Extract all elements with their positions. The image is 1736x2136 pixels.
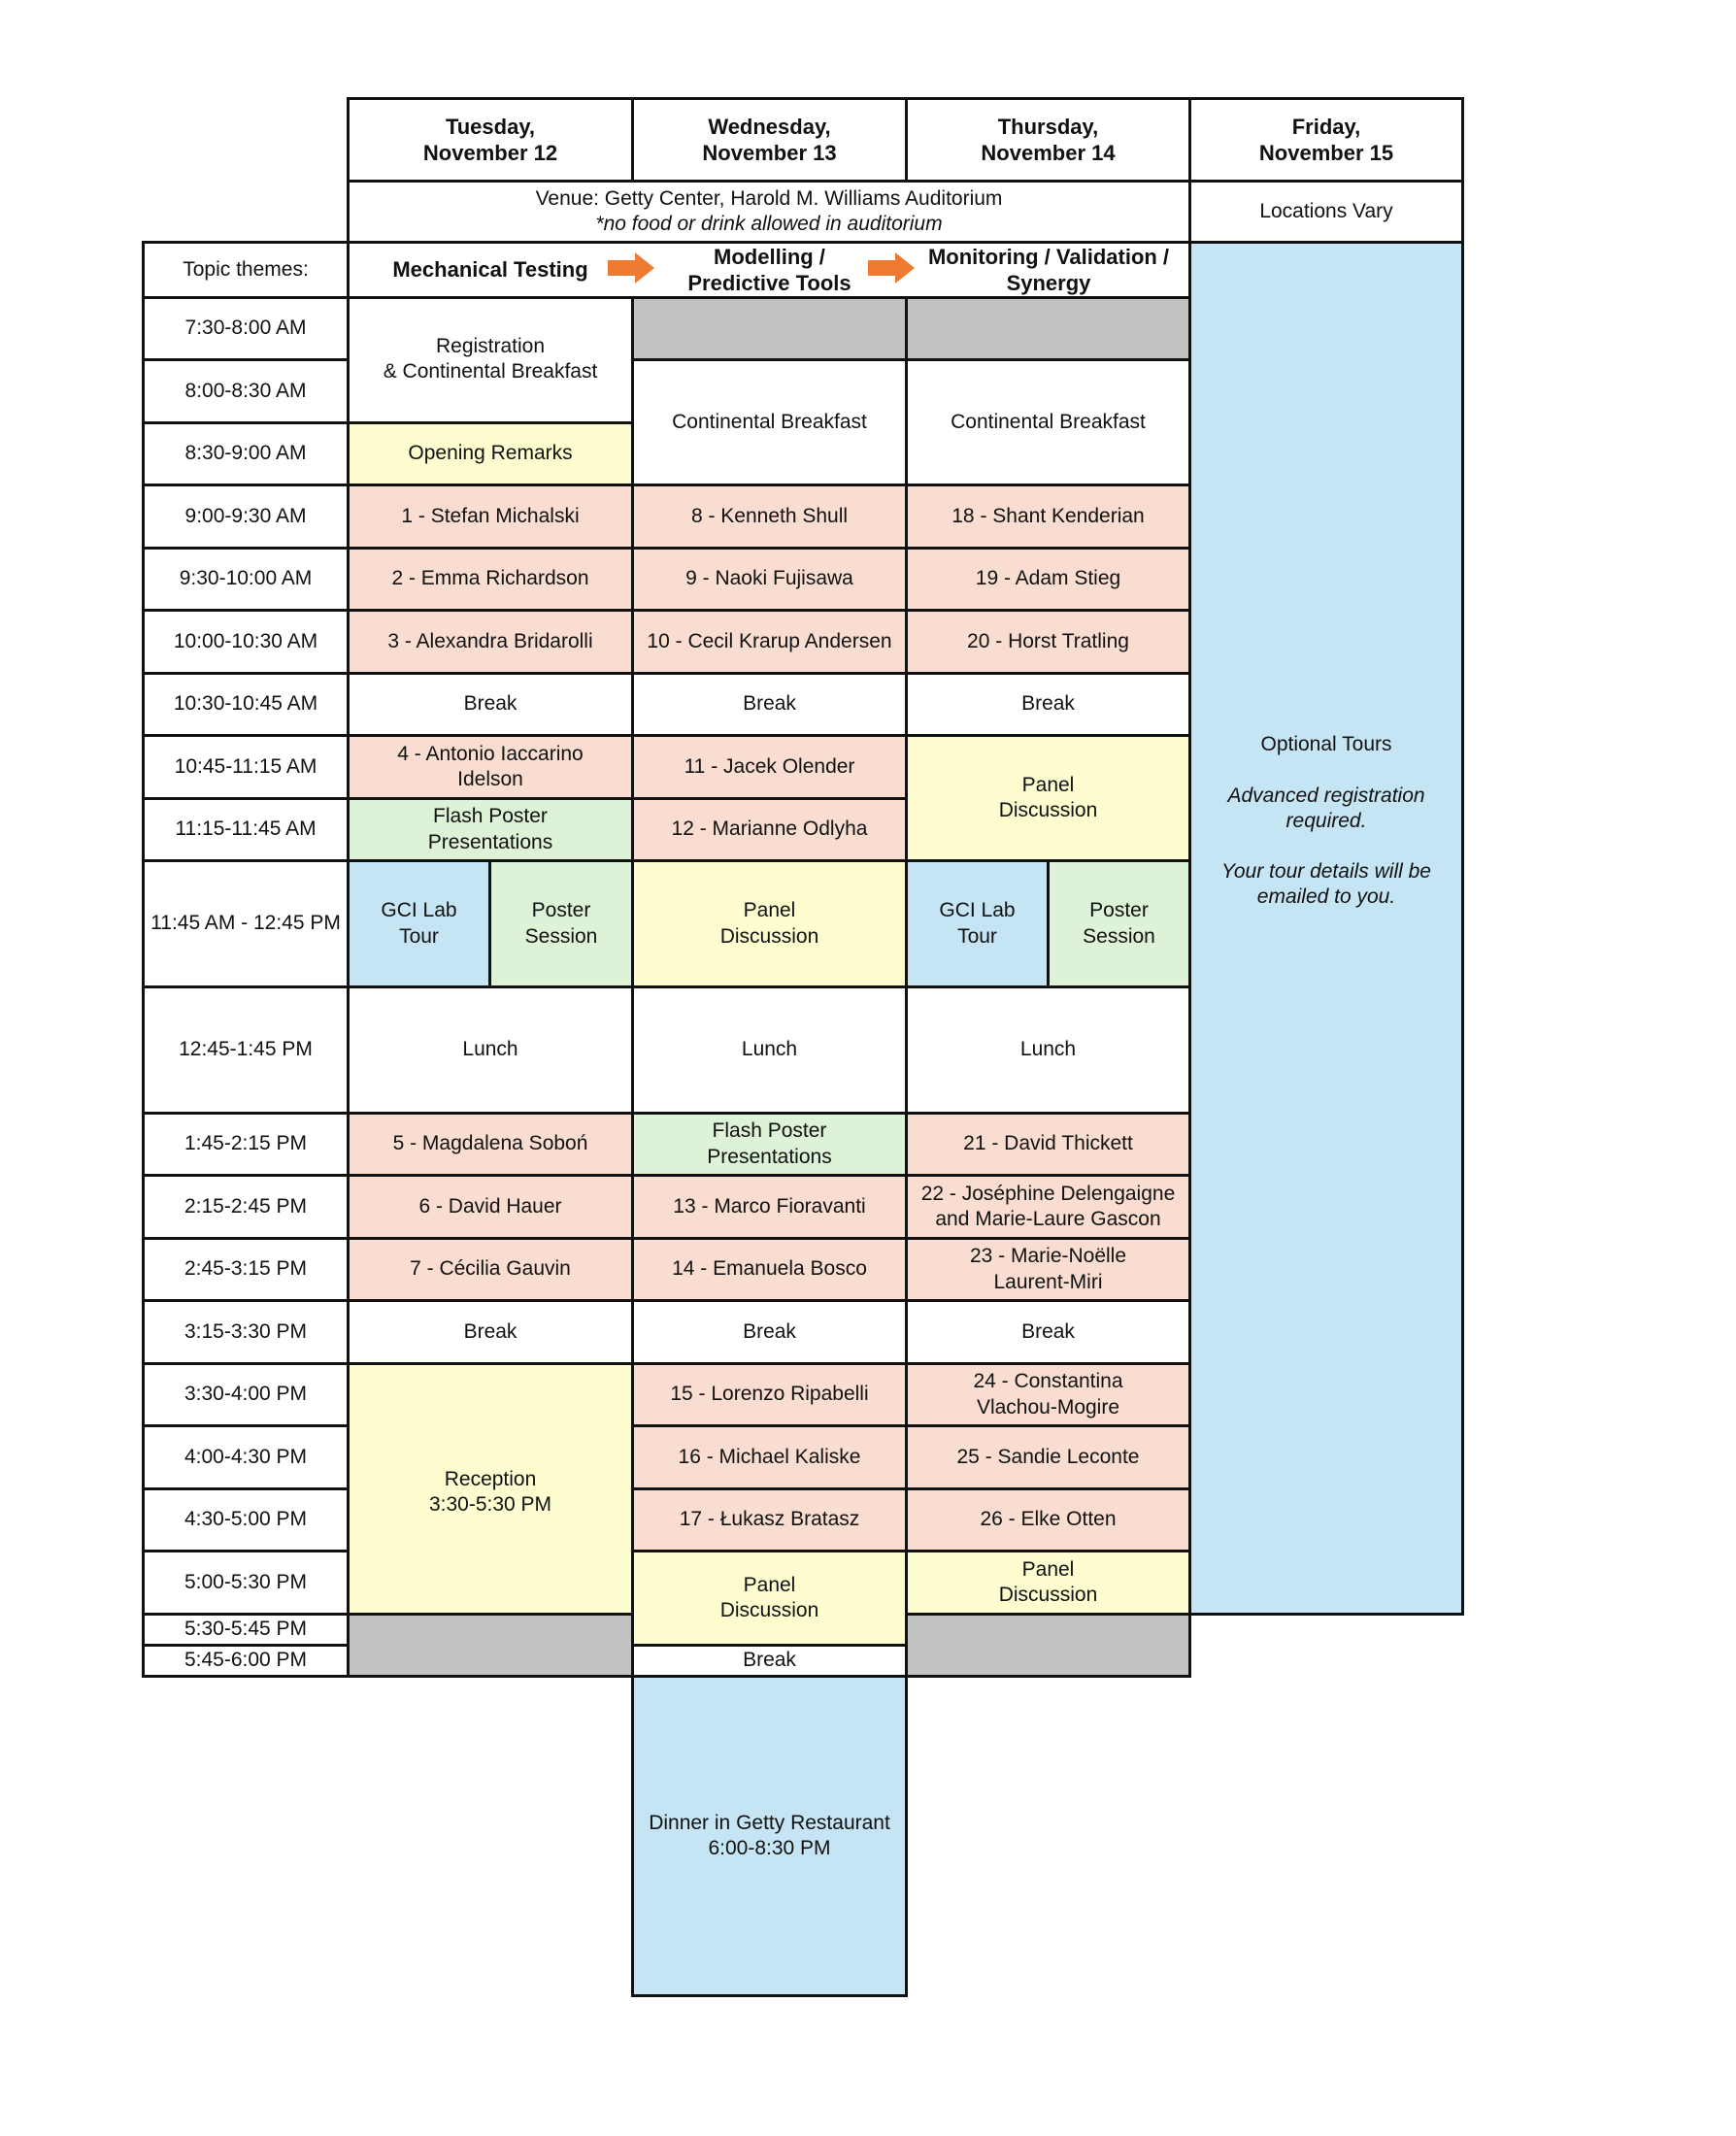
talk-text: 18 - Shant Kenderian bbox=[951, 504, 1145, 527]
thu-talk-23 bbox=[905, 1237, 1191, 1302]
talk-text: 20 - Horst Tratling bbox=[967, 629, 1129, 652]
day-date: November 12 bbox=[422, 141, 558, 165]
time-slot bbox=[142, 609, 350, 675]
thu-gci-lab-tour bbox=[905, 859, 1050, 988]
time-text: 9:00-9:30 AM bbox=[184, 504, 307, 527]
thu-talk-24 bbox=[905, 1362, 1191, 1427]
time-slot bbox=[142, 1424, 350, 1490]
wed-talk-12 bbox=[631, 797, 908, 862]
time-text: 11:45 AM - 12:45 PM bbox=[150, 912, 341, 935]
time-text: 11:15-11:45 AM bbox=[175, 818, 317, 841]
time-text: 8:00-8:30 AM bbox=[184, 379, 307, 402]
tue-talk-2 bbox=[347, 547, 634, 612]
talk-text: 9 - Naoki Fujisawa bbox=[685, 567, 853, 590]
session-text: Opening Remarks bbox=[408, 442, 573, 465]
thu-talk-21 bbox=[905, 1112, 1191, 1177]
session-text: Poster bbox=[531, 899, 591, 922]
theme-monitoring bbox=[913, 241, 1185, 299]
theme-text: Mechanical Testing bbox=[392, 257, 588, 283]
tue-talk-3 bbox=[347, 609, 634, 675]
tours-note: Your tour details will be bbox=[1221, 860, 1431, 884]
tue-poster-session bbox=[488, 859, 634, 988]
time-text: 12:45-1:45 PM bbox=[179, 1038, 313, 1061]
tue-lunch bbox=[347, 985, 634, 1115]
thu-talk-18 bbox=[905, 484, 1191, 550]
break-text: Break bbox=[743, 692, 796, 716]
thu-panel-discussion bbox=[905, 734, 1191, 862]
session-text: GCI Lab bbox=[939, 899, 1016, 922]
session-text: Flash Poster bbox=[712, 1119, 827, 1143]
talk-text: 14 - Emanuela Bosco bbox=[672, 1257, 867, 1281]
session-text: GCI Lab bbox=[381, 899, 457, 922]
tue-registration bbox=[347, 296, 634, 424]
talk-text: 17 - Łukasz Bratasz bbox=[679, 1508, 860, 1531]
session-text: Presentations bbox=[427, 830, 553, 853]
day-weekday: Tuesday, bbox=[445, 114, 536, 139]
locations-text: Locations Vary bbox=[1259, 199, 1393, 222]
session-text: & Continental Breakfast bbox=[383, 360, 598, 384]
talk-text: 24 - Constantina bbox=[973, 1370, 1123, 1393]
talk-text: 16 - Michael Kaliske bbox=[678, 1445, 861, 1468]
time-text: 4:00-4:30 PM bbox=[184, 1445, 308, 1468]
session-text: Session bbox=[1083, 924, 1155, 948]
fri-optional-tours bbox=[1188, 241, 1464, 1616]
thu-closed-block bbox=[905, 296, 1191, 361]
wed-talk-11 bbox=[631, 734, 908, 800]
session-text: Panel bbox=[1021, 773, 1075, 796]
talk-text: 5 - Magdalena Soboń bbox=[392, 1132, 588, 1155]
session-text: Reception bbox=[444, 1468, 537, 1490]
wed-dinner bbox=[631, 1675, 908, 1997]
venue-name: Venue: Getty Center, Harold M. Williams Auditorium bbox=[535, 186, 1003, 210]
time-text: 1:45-2:15 PM bbox=[184, 1132, 308, 1155]
thu-talk-22 bbox=[905, 1174, 1191, 1240]
tue-reception bbox=[347, 1362, 634, 1616]
talk-text: 1 - Stefan Michalski bbox=[401, 504, 580, 527]
break-text: Break bbox=[1021, 1319, 1075, 1343]
session-text: Discussion bbox=[998, 1584, 1098, 1606]
time-text: 4:30-5:00 PM bbox=[184, 1508, 308, 1531]
time-text: 8:30-9:00 AM bbox=[184, 442, 307, 465]
tue-talk-7 bbox=[347, 1237, 634, 1302]
wed-panel-discussion-2 bbox=[631, 1550, 908, 1647]
time-text: 10:00-10:30 AM bbox=[173, 629, 318, 652]
talk-text: 15 - Lorenzo Ripabelli bbox=[670, 1383, 869, 1406]
time-text: 3:15-3:30 PM bbox=[184, 1319, 308, 1343]
session-text: Panel bbox=[743, 1573, 796, 1596]
talk-text: 12 - Marianne Odlyha bbox=[671, 818, 868, 841]
time-text: 3:30-4:00 PM bbox=[184, 1383, 308, 1406]
tue-talk-1 bbox=[347, 484, 634, 550]
session-text: Discussion bbox=[998, 799, 1098, 821]
talk-text: 13 - Marco Fioravanti bbox=[673, 1194, 866, 1218]
day-weekday: Wednesday, bbox=[708, 114, 831, 139]
time-slot bbox=[142, 484, 350, 550]
wed-talk-16 bbox=[631, 1424, 908, 1490]
lunch-text: Lunch bbox=[741, 1038, 798, 1061]
time-slot bbox=[142, 1237, 350, 1302]
topic-themes-text: Topic themes: bbox=[183, 257, 309, 281]
time-text: 5:00-5:30 PM bbox=[184, 1570, 308, 1593]
time-slot bbox=[142, 1644, 350, 1678]
time-text: 2:45-3:15 PM bbox=[184, 1257, 308, 1281]
session-text: Continental Breakfast bbox=[672, 410, 867, 433]
session-text: Tour bbox=[957, 924, 997, 948]
time-slot bbox=[142, 672, 350, 737]
break-text: Break bbox=[1021, 692, 1075, 716]
day-date: November 15 bbox=[1258, 141, 1394, 165]
wed-talk-14 bbox=[631, 1237, 908, 1302]
break-text: Break bbox=[743, 1319, 796, 1343]
wed-talk-9 bbox=[631, 547, 908, 612]
tours-title: Optional Tours bbox=[1260, 733, 1392, 756]
time-slot bbox=[142, 547, 350, 612]
time-slot bbox=[142, 1613, 350, 1647]
thu-break bbox=[905, 1299, 1191, 1365]
wed-continental-breakfast bbox=[631, 358, 908, 486]
tours-note: required. bbox=[1285, 809, 1367, 832]
thu-poster-session bbox=[1047, 859, 1191, 988]
talk-text: 8 - Kenneth Shull bbox=[690, 504, 849, 527]
talk-text: 26 - Elke Otten bbox=[980, 1508, 1117, 1531]
time-slot bbox=[142, 1362, 350, 1427]
time-text: 7:30-8:00 AM bbox=[184, 317, 307, 340]
talk-text: 3 - Alexandra Bridarolli bbox=[387, 629, 593, 652]
talk-text: Idelson bbox=[457, 768, 523, 790]
time-slot bbox=[142, 985, 350, 1115]
day-header-friday bbox=[1188, 97, 1464, 183]
session-text: Poster bbox=[1089, 899, 1149, 922]
wed-talk-15 bbox=[631, 1362, 908, 1427]
wed-break bbox=[631, 1644, 908, 1678]
wed-talk-17 bbox=[631, 1487, 908, 1552]
talk-text: 19 - Adam Stieg bbox=[975, 567, 1121, 590]
locations-cell bbox=[1188, 180, 1464, 244]
break-text: Break bbox=[463, 1319, 517, 1343]
thu-talk-26 bbox=[905, 1487, 1191, 1552]
thu-break bbox=[905, 672, 1191, 737]
session-text: Panel bbox=[743, 899, 796, 922]
time-slot bbox=[142, 1299, 350, 1365]
tue-talk-4 bbox=[347, 734, 634, 800]
theme-text: Modelling / bbox=[714, 244, 825, 269]
session-text: Presentations bbox=[707, 1145, 832, 1168]
tue-talk-5 bbox=[347, 1112, 634, 1177]
wed-panel-discussion bbox=[631, 859, 908, 988]
talk-text: 6 - David Hauer bbox=[418, 1194, 562, 1218]
session-text: Discussion bbox=[719, 924, 819, 948]
tue-closed-block bbox=[347, 1613, 634, 1678]
session-text: Tour bbox=[399, 924, 439, 948]
session-text: Flash Poster bbox=[433, 805, 548, 828]
arrow-right-icon bbox=[868, 252, 915, 284]
session-text: Continental Breakfast bbox=[951, 410, 1146, 433]
arrow-right-icon bbox=[608, 252, 654, 284]
time-text: 2:15-2:45 PM bbox=[184, 1194, 308, 1218]
tours-note: Advanced registration bbox=[1227, 784, 1425, 807]
thu-talk-20 bbox=[905, 609, 1191, 675]
day-header-wednesday bbox=[631, 97, 908, 183]
day-date: November 14 bbox=[981, 141, 1116, 165]
day-header-thursday bbox=[905, 97, 1191, 183]
thu-talk-19 bbox=[905, 547, 1191, 612]
time-text: 9:30-10:00 AM bbox=[179, 567, 313, 590]
talk-text: 10 - Cecil Krarup Andersen bbox=[647, 629, 892, 652]
wed-talk-10 bbox=[631, 609, 908, 675]
thu-closed-block bbox=[905, 1613, 1191, 1678]
time-text: 10:45-11:15 AM bbox=[174, 754, 317, 778]
theme-text: Predictive Tools bbox=[687, 271, 851, 295]
talk-text: 11 - Jacek Olender bbox=[684, 754, 855, 778]
session-text: Dinner in Getty Restaurant bbox=[649, 1811, 890, 1834]
lunch-text: Lunch bbox=[462, 1038, 518, 1061]
time-slot bbox=[142, 797, 350, 862]
session-text: Panel bbox=[1021, 1557, 1075, 1581]
talk-text: 23 - Marie-Noëlle bbox=[969, 1245, 1127, 1268]
break-text: Break bbox=[463, 692, 517, 716]
talk-text: and Marie-Laure Gascon bbox=[935, 1208, 1161, 1230]
topic-themes-label bbox=[142, 241, 350, 299]
tue-break bbox=[347, 1299, 634, 1365]
tue-talk-6 bbox=[347, 1174, 634, 1240]
theme-text: Synergy bbox=[1006, 271, 1091, 295]
time-slot bbox=[142, 1487, 350, 1552]
tue-break bbox=[347, 672, 634, 737]
session-text: 6:00-8:30 PM bbox=[708, 1837, 831, 1859]
wed-talk-13 bbox=[631, 1174, 908, 1240]
time-slot bbox=[142, 859, 350, 988]
session-text: Session bbox=[524, 924, 598, 948]
talk-text: Laurent-Miri bbox=[993, 1270, 1103, 1293]
session-text: 3:30-5:30 PM bbox=[428, 1493, 552, 1517]
thu-continental-breakfast bbox=[905, 358, 1191, 486]
tours-note: emailed to you. bbox=[1256, 885, 1396, 909]
theme-modelling bbox=[646, 241, 893, 299]
talk-text: 22 - Joséphine Delengaigne bbox=[920, 1182, 1176, 1205]
wed-closed-block bbox=[631, 296, 908, 361]
time-slot bbox=[142, 1112, 350, 1177]
venue-note: *no food or drink allowed in auditorium bbox=[595, 213, 943, 235]
day-date: November 13 bbox=[702, 141, 837, 165]
wed-talk-8 bbox=[631, 484, 908, 550]
time-slot bbox=[142, 1550, 350, 1616]
lunch-text: Lunch bbox=[1019, 1038, 1077, 1061]
talk-text: 2 - Emma Richardson bbox=[391, 567, 589, 590]
thu-lunch bbox=[905, 985, 1191, 1115]
talk-text: 7 - Cécilia Gauvin bbox=[410, 1257, 571, 1281]
day-weekday: Friday, bbox=[1291, 114, 1361, 139]
time-slot bbox=[142, 734, 350, 800]
talk-text: 21 - David Thickett bbox=[963, 1132, 1133, 1155]
talk-text: Vlachou-Mogire bbox=[976, 1395, 1120, 1418]
time-slot bbox=[142, 1174, 350, 1240]
time-text: 5:30-5:45 PM bbox=[184, 1618, 308, 1641]
tue-gci-lab-tour bbox=[347, 859, 491, 988]
time-slot bbox=[142, 296, 350, 361]
break-text: Break bbox=[743, 1649, 796, 1672]
day-header-tuesday bbox=[347, 97, 634, 183]
time-text: 5:45-6:00 PM bbox=[184, 1649, 308, 1672]
day-weekday: Thursday, bbox=[997, 114, 1099, 139]
tue-opening-remarks bbox=[347, 421, 634, 486]
session-text: Discussion bbox=[719, 1599, 819, 1621]
venue-cell bbox=[347, 180, 1191, 244]
time-slot bbox=[142, 358, 350, 424]
wed-flash-poster bbox=[631, 1112, 908, 1177]
session-text: Registration bbox=[435, 335, 546, 357]
wed-break bbox=[631, 672, 908, 737]
talk-text: 25 - Sandie Leconte bbox=[956, 1445, 1140, 1468]
theme-text: Monitoring / Validation / bbox=[927, 244, 1170, 269]
wed-break bbox=[631, 1299, 908, 1365]
talk-text: 4 - Antonio Iaccarino bbox=[397, 742, 584, 765]
thu-talk-25 bbox=[905, 1424, 1191, 1490]
wed-lunch bbox=[631, 985, 908, 1115]
time-text: 10:30-10:45 AM bbox=[173, 692, 318, 716]
time-slot bbox=[142, 421, 350, 486]
theme-mechanical-testing bbox=[359, 244, 621, 296]
thu-panel-discussion-2 bbox=[905, 1550, 1191, 1616]
tue-flash-poster bbox=[347, 797, 634, 862]
